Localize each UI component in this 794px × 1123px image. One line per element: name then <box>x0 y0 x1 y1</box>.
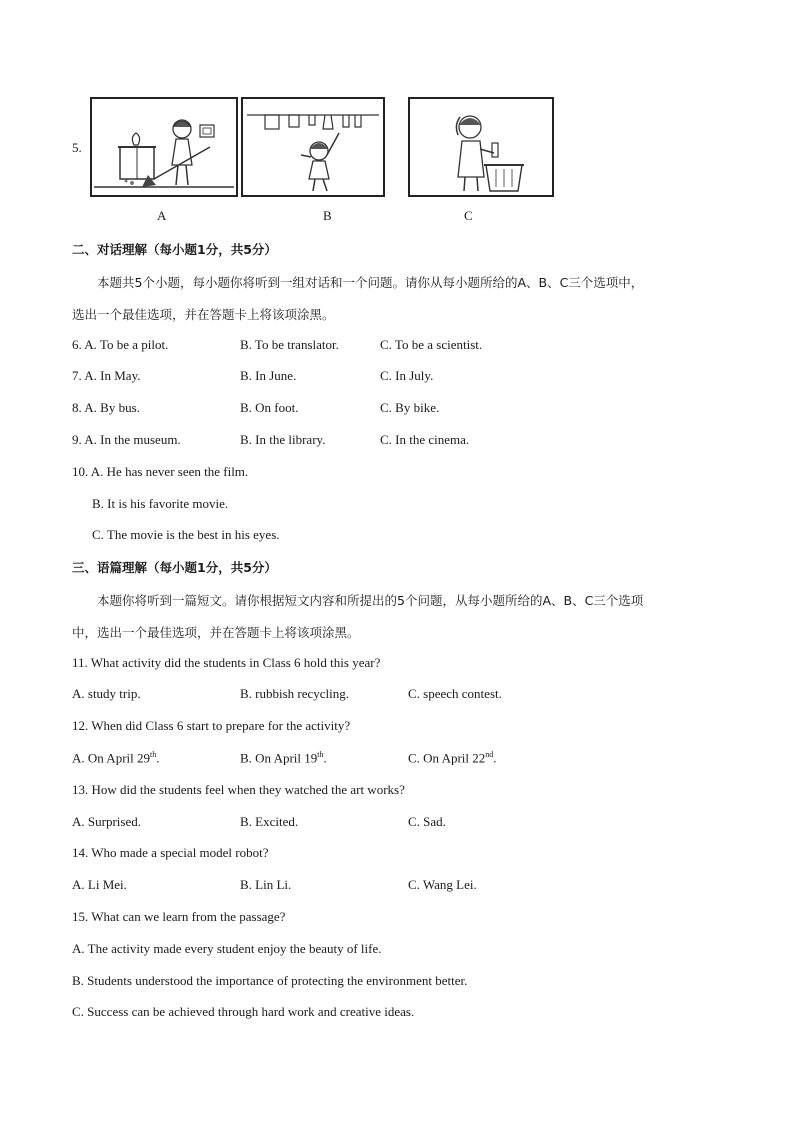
q12-option-b-end: . <box>323 750 327 766</box>
picture-c[interactable] <box>408 97 554 197</box>
q8-option-b[interactable]: B. On foot. <box>240 400 299 415</box>
q12-option-a-end: . <box>156 750 160 766</box>
q11-option-b[interactable]: B. rubbish recycling. <box>240 686 350 701</box>
q6-option-c[interactable]: C. To be a scientist. <box>380 337 483 352</box>
section-3-title: 三、语篇理解（每小题1分，共5分） <box>72 560 277 575</box>
q13-option-c[interactable]: C. Sad. <box>408 814 446 829</box>
question-5-number: 5. <box>72 140 82 155</box>
q7-option-c[interactable]: C. In July. <box>380 368 434 383</box>
q10-option-c[interactable]: C. The movie is the best in his eyes. <box>92 527 280 542</box>
q14-option-c[interactable]: C. Wang Lei. <box>408 877 477 892</box>
girl-sweeping-floor-icon <box>92 99 236 195</box>
q11-option-a[interactable]: A. study trip. <box>72 686 141 701</box>
picture-a-label: A <box>157 208 167 223</box>
q10-option-a[interactable]: 10. A. He has never seen the film. <box>72 464 249 479</box>
q9-option-c[interactable]: C. In the cinema. <box>380 432 470 447</box>
q12-option-c-suffix: nd <box>485 750 494 759</box>
q12-option-b[interactable] <box>240 750 327 766</box>
q12-option-a[interactable] <box>72 750 159 766</box>
q13-option-a[interactable]: A. Surprised. <box>72 814 141 829</box>
q12-option-a-text: A. On April 29 <box>72 750 150 766</box>
q7-option-a[interactable]: 7. A. In May. <box>72 368 141 383</box>
q13-option-b[interactable]: B. Excited. <box>240 814 299 829</box>
q7-option-b[interactable]: B. In June. <box>240 368 297 383</box>
picture-c-label: C <box>464 208 473 223</box>
q14-option-b[interactable]: B. Lin Li. <box>240 877 292 892</box>
q8-option-c[interactable]: C. By bike. <box>380 400 440 415</box>
q8-option-a[interactable]: 8. A. By bus. <box>72 400 140 415</box>
q15-option-a[interactable]: A. The activity made every student enjoy the beauty of life. <box>72 941 382 956</box>
girl-throwing-rubbish-icon <box>410 99 552 195</box>
section-2-instruction-line2: 选出一个最佳选项，并在答题卡上将该项涂黑。 <box>72 307 335 322</box>
q13-stem: 13. How did the students feel when they watched the art works? <box>72 782 405 797</box>
section-3-instruction-line1: 本题你将听到一篇短文。请你根据短文内容和所提出的5个问题，从每小题所给的A、B、C三个选项 <box>97 593 644 608</box>
q11-stem: 11. What activity did the students in Class 6 hold this year? <box>72 655 381 670</box>
q15-stem: 15. What can we learn from the passage? <box>72 909 286 924</box>
girl-hanging-clothes-icon <box>243 99 383 195</box>
q6-option-b[interactable]: B. To be translator. <box>240 337 339 352</box>
q12-option-a-suffix: th <box>150 750 157 759</box>
q12-option-b-suffix: th <box>317 750 324 759</box>
q12-stem: 12. When did Class 6 start to prepare for the activity? <box>72 718 351 733</box>
q14-stem: 14. Who made a special model robot? <box>72 845 269 860</box>
picture-a[interactable] <box>90 97 238 197</box>
section-2-title: 二、对话理解（每小题1分，共5分） <box>72 242 277 257</box>
section-3-instruction-line2: 中，选出一个最佳选项，并在答题卡上将该项涂黑。 <box>72 625 360 640</box>
section-2-instruction-line1: 本题共5个小题，每小题你将听到一组对话和一个问题。请你从每小题所给的A、B、C三个选项中， <box>97 275 644 290</box>
q9-option-b[interactable]: B. In the library. <box>240 432 326 447</box>
q15-option-b[interactable]: B. Students understood the importance of protecting the environment better. <box>72 973 468 988</box>
q12-option-c[interactable] <box>408 750 497 766</box>
q12-option-c-end: . <box>493 750 497 766</box>
q11-option-c[interactable]: C. speech contest. <box>408 686 502 701</box>
picture-b[interactable] <box>241 97 385 197</box>
q12-option-b-text: B. On April 19 <box>240 750 318 766</box>
q10-option-b[interactable]: B. It is his favorite movie. <box>92 496 229 511</box>
q12-option-c-text: C. On April 22 <box>408 750 486 766</box>
q6-option-a[interactable]: 6. A. To be a pilot. <box>72 337 169 352</box>
q14-option-a[interactable]: A. Li Mei. <box>72 877 127 892</box>
picture-b-label: B <box>323 208 332 223</box>
q9-option-a[interactable]: 9. A. In the museum. <box>72 432 181 447</box>
q15-option-c[interactable]: C. Success can be achieved through hard work and creative ideas. <box>72 1004 415 1019</box>
